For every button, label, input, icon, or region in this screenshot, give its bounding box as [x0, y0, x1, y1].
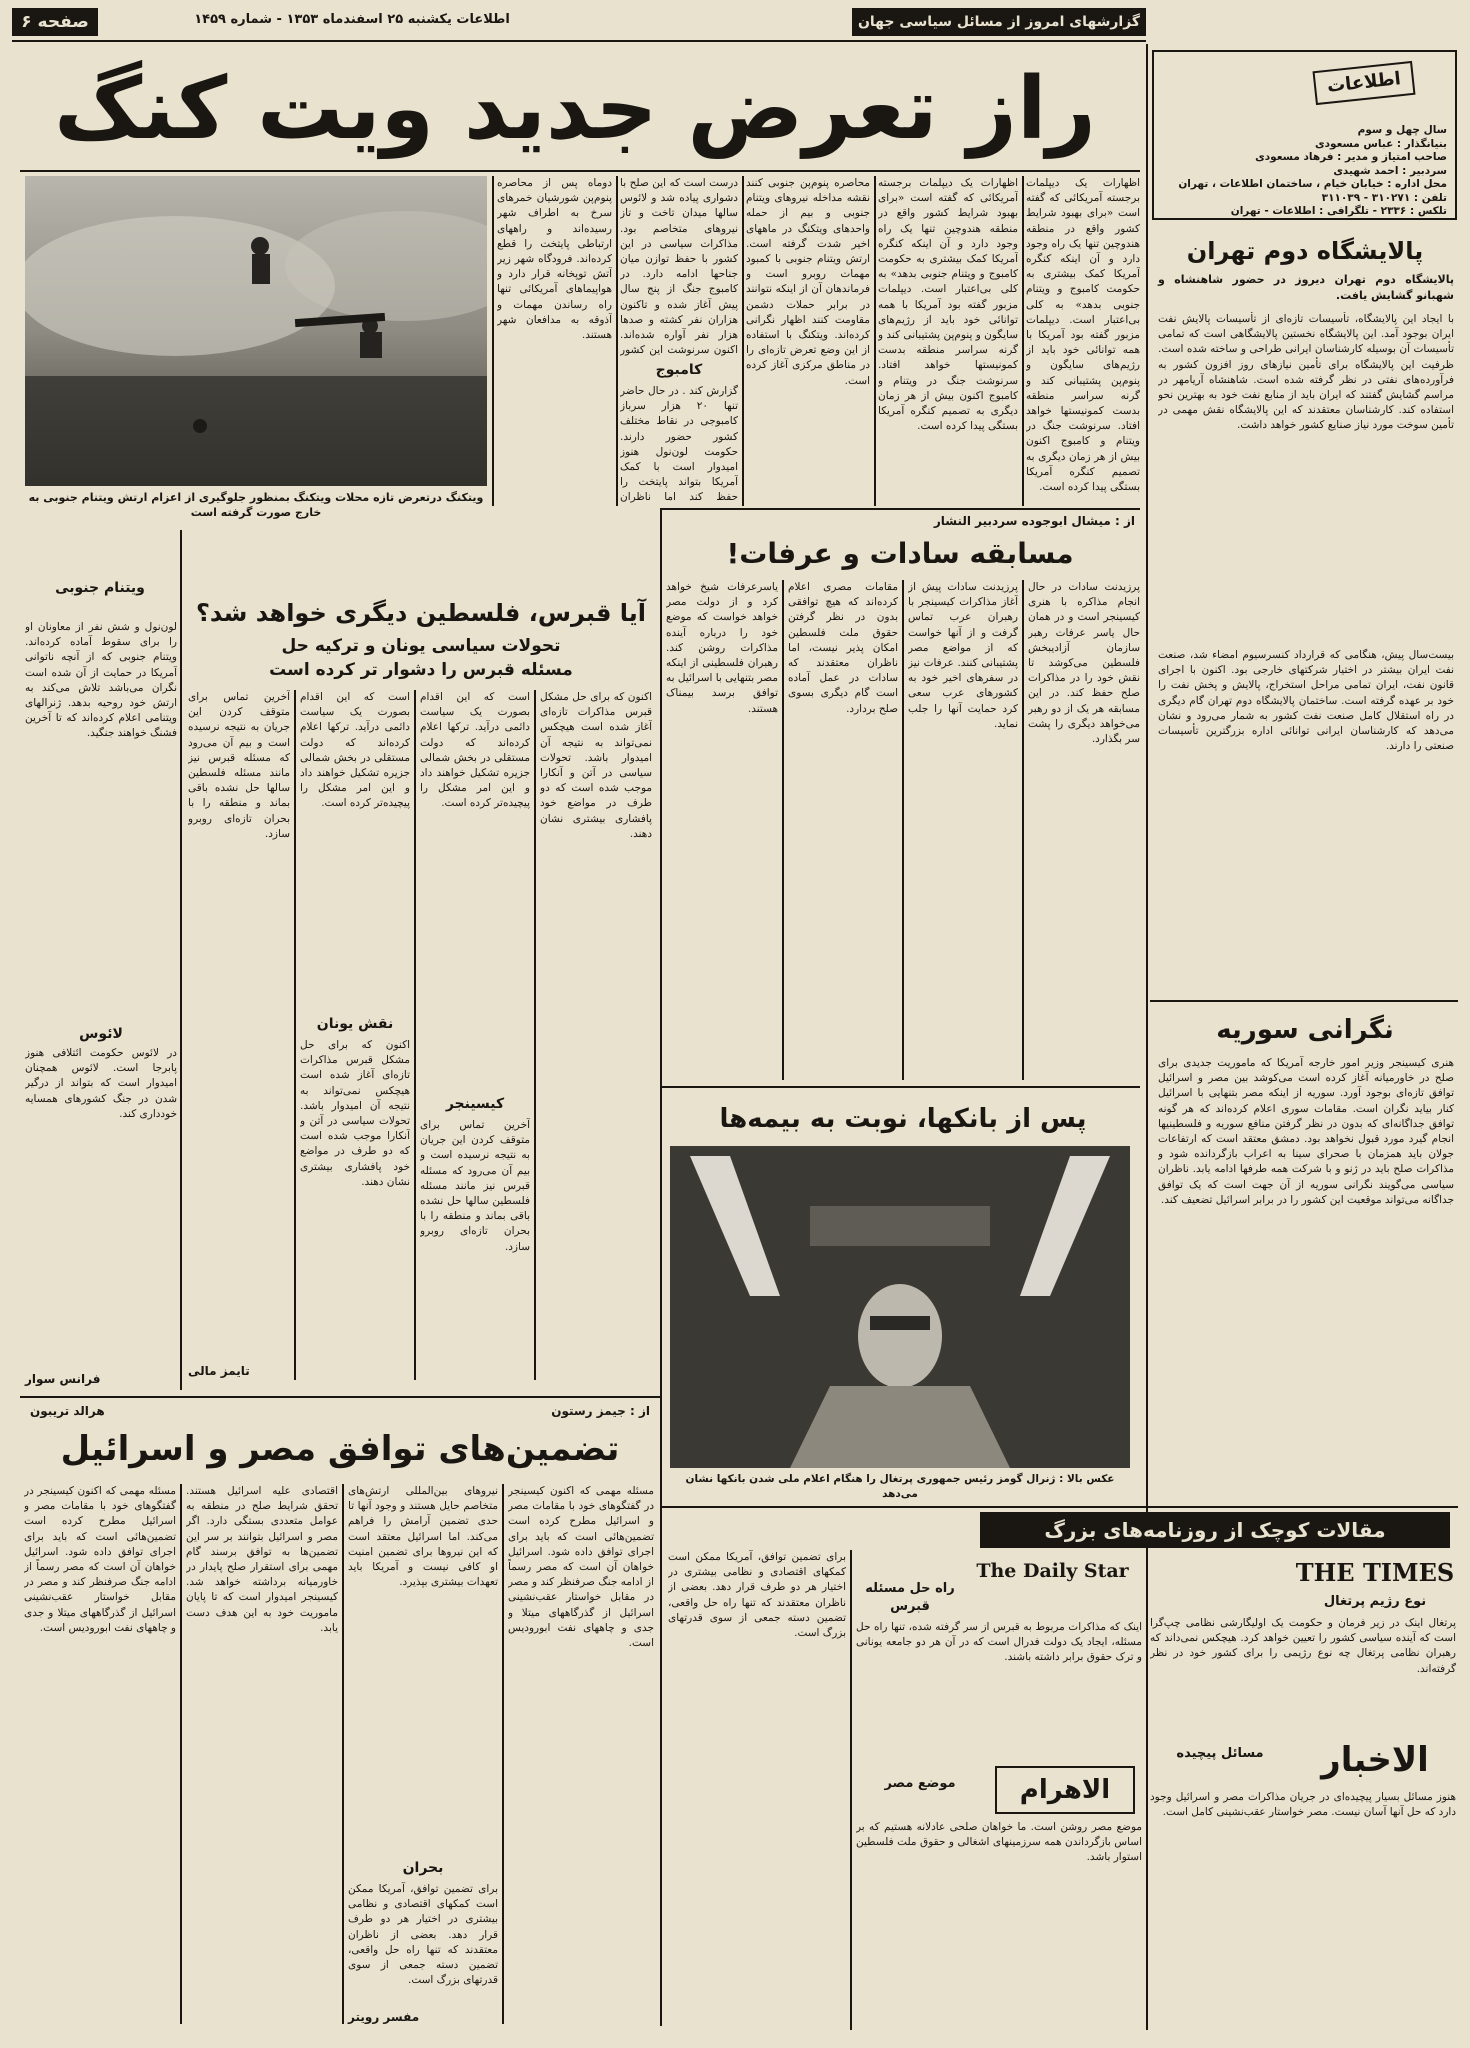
column-rule: [180, 530, 182, 1390]
masthead-line: سال چهل و سوم: [1357, 124, 1447, 136]
column-rule: [502, 1484, 504, 2024]
ahram-text: موضع مصر روشن است. ما خواهان صلحی عادلانه هستیم که بر اساس بازگرداندن همه سرزمینهای اشغالی و حقوق ملت فلسطین استوار باشد.: [856, 1821, 1142, 1864]
syria-headline: نگرانی سوریه: [1216, 1015, 1394, 1045]
column-rule: [902, 580, 904, 1080]
guarantees-author: مفسر رویتر: [348, 2010, 420, 2024]
column-rule: [616, 176, 618, 506]
cyprus-col: آخرین تماس برای متوقف کردن این جریان به نتیجه نرسیده است و بیم آن می‌رود که مسئله قبرس نیز مانند مسئله فلسطین سالها حل نشده باقی بماند و منطقه را با بحران تازه‌ای روبرو سازد.: [188, 691, 290, 840]
column-rule: [660, 508, 662, 1398]
greek-subhead: نقش یونان: [316, 1016, 394, 1032]
guarantees-col: مسئله مهمی که اکنون کیسینجر در گفتگوهای خود با مقامات مصر و اسرائیل مطرح کرده است تضمین‌هائی است که باید برای اجرای توافق داده شود. اسرائیل خواهان آن است که مصر رسماً از ادامه جنگ صرفنظر کند و مصر در مقابل خواستار عقب‌نشینی اسرائیل از گذرگاههای میتلا و جدی و چاههای نفت ابورودیس است.: [508, 1485, 654, 1650]
masthead-line: تلکس : ۲۳۳۶ - تلگرافی : اطلاعات - تهران: [1230, 205, 1447, 217]
combat-photo: [25, 176, 487, 486]
cyprus-subhead: مسئله قبرس را دشوار تر کرده است: [269, 660, 573, 680]
cyprus-author: تایمز مالی: [188, 1364, 250, 1378]
main-story-col: محاصره پنوم‌پن جنوبی کنند نقشه مداخله نیروهای ویتنام جنوبی و بیم از حمله واحدهای ویتکنگ در ماههای اخیر شدت گرفته است. ارتش ویتنام جنوبی با کمبود مهمات روبرو است و فرماندهان آن از اینکه نتوانند در برابر حملات دشمن مقاومت کنند اظهار نگرانی کرده‌اند. ویتکنگ با استفاده از این وضع تعرض تازه‌ای را در مناطق مرکزی آغاز کرده است.: [746, 177, 870, 387]
guarantees-col: برای تضمین توافق، آمریکا ممکن است کمکهای اقتصادی و نظامی بیشتری در اختیار هر دو طرف قرار دهد. بعضی از ناظران معتقدند که تنها راه حل واقعی، تضمین دسته جمعی از سوی قدرتهای بزرگ است.: [348, 1883, 498, 1987]
combat-photo-caption: ویتکنگ درتعرض تازه محلات ویتکنگ بمنظور جلوگیری از اعزام ارتش ویتنام جنوبی به خارج صورت گرفته است: [28, 491, 484, 519]
gomez-photo-image: [670, 1146, 1130, 1468]
column-rule: [874, 176, 876, 506]
top-header: [12, 8, 1146, 36]
section-rule: [20, 1396, 660, 1398]
masthead-line: تلفن : ۳۱۰۲۷۱ - ۳۱۱۰۳۹: [1321, 191, 1447, 204]
column-rule: [850, 1550, 852, 2030]
syria-text: هنری کیسینجر وزیر امور خارجه آمریکا که ماموریت جدیدی برای صلح در خاورمیانه آغاز کرده است می‌کوشد بین مصر و اسرائیل توافق تازه‌ای بوجود آورد. سوریه از اینکه مصر بتنهایی با اسرائیل کنار بیاید نگران است. مقامات سوری اعلام کرده‌اند که هر گونه توافق جداگانه‌ای که بدون در نظر گرفتن منافع سوریه و فلسطینیها انجام گیرد مورد قبول نخواهد بود. دمشق معتقد است که ارتفاعات جولان باید همزمان با صحرای سینا به اعراب بازگردانده شود و مذاکرات صلح باید در ژنو و با شرکت همه طرفها ادامه یابد. ناظران سیاسی می‌گویند نگرانی سوریه از آن جهت است که یک توافق جداگانه می‌تواند موقعیت این کشور را در برابر اسرائیل تضعیف کند.: [1158, 1057, 1454, 1206]
ahram-title: موضع مصر: [884, 1776, 956, 1791]
refinery-text2: بیست‌سال پیش، هنگامی که قرارداد کنسرسیوم امضاء شد، صنعت نفت ایران بیشتر در اختیار شرکتهای خارجی بود. اکنون با اجرای قانون نفت، ایران تمامی مراحل استخراج، پالایش و پخش نفت را خود بر عهده گرفته است. ساختمان پالایشگاه دوم تهران گام دیگری در راه استقلال کامل صنعت نفت کشور به شمار می‌رود و نشان می‌دهد که کارشناسان ایرانی توانائی اداره بزرگترین تأسیسات صنعتی را دارند.: [1158, 649, 1454, 753]
column-rule: [492, 176, 494, 506]
gomez-photo-caption: عکس بالا : ژنرال گومز رئیس جمهوری پرتغال را هنگام اعلام ملی شدن بانکها نشان می‌دهد: [685, 1473, 1115, 1500]
cyprus-col: اکنون که برای حل مشکل قبرس مذاکرات تازه‌ای آغاز شده است هیچکس نمی‌تواند به نتیجه آن امیدوار باشد. تحولات سیاسی در آتن و آنکارا موجب شده است که دو طرف در مواضع خود پافشاری بیشتری نشان دهند.: [300, 1039, 410, 1188]
main-story-col: اظهارات یک دیپلمات برجسته آمریکائی که گفته است «برای بهبود شرایط کشور واقع در منطقه هندوچین تنها یک راه وجود دارد و آن اینکه کنگره آمریکا کمک بیشتری به حکومت کامبوج و ویتنام جنوبی بدهد» به کلی بی‌اعتبار است. دیپلمات مزبور گفته بود آمریکا با همه توانائی خود باید از رژیم‌های سایگون و پنوم‌پن پشتیبانی کند و گرنه سراسر منطقه بدست کمونیستها خواهد افتاد. سرنوشت جنگ در ویتنام و کامبوج اکنون بیش از هر زمان دیگری به تصمیم کنگره آمریکا بستگی پیدا کرده است.: [878, 177, 1018, 433]
headline-rule: [20, 170, 1140, 172]
cyprus-col: اکنون که برای حل مشکل قبرس مذاکرات تازه‌ای آغاز شده است هیچکس نمی‌تواند به نتیجه آن امیدوار باشد. تحولات سیاسی در آتن و آنکارا موجب شده است که دو طرف در مواضع خود پافشاری بیشتری نشان دهند.: [540, 691, 652, 840]
cyprus-subhead: تحولات سیاسی یونان و ترکیه حل: [281, 636, 561, 656]
dailystar-logo: The Daily Star: [976, 1560, 1129, 1582]
column-rule: [414, 690, 416, 1380]
column-rule: [782, 580, 784, 1080]
akhbar-logo: الاخبار: [1321, 1740, 1429, 1780]
column-rule: [294, 690, 296, 1380]
akhbar-text: هنوز مسائل بسیار پیچیده‌ای در جریان مذاکرات مصر و اسرائیل وجود دارد که حل آنها آسان نیست. مصر خواستار عقب‌نشینی کامل است.: [1150, 1791, 1456, 1819]
cyprus-headline: آیا قبرس، فلسطین دیگری خواهد شد؟: [195, 599, 647, 627]
sadat-col: پرزیدنت سادات در حال انجام مذاکره با هنری کیسینجر است و در همان حال یاسر عرفات رهبر سازمان آزادیبخش فلسطین می‌کوشد تا نقش خود را در مذاکرات صلح حفظ کند. در این مسابقه هر یک از دو رهبر می‌خواهد دیگری را پشت سر بگذارد.: [1028, 581, 1140, 746]
column-rule: [1022, 176, 1024, 506]
page-label: صفحه ۶: [12, 8, 98, 36]
main-story-col: اظهارات یک دیپلمات برجسته آمریکائی که گفته است «برای بهبود شرایط کشور واقع در منطقه هندوچین تنها یک راه وجود دارد و آن اینکه کنگره آمریکا کمک بیشتری به حکومت کامبوج و ویتنام جنوبی بدهد» به کلی بی‌اعتبار است. دیپلمات مزبور گفته بود آمریکا با همه توانائی خود باید از رژیم‌های سایگون و پنوم‌پن پشتیبانی کند و گرنه سراسر منطقه بدست کمونیستها خواهد افتاد. سرنوشت جنگ در ویتنام و کامبوج اکنون بیش از هر زمان دیگری به تصمیم کنگره آمریکا بستگی پیدا کرده است.: [1026, 177, 1140, 494]
column-rule: [742, 176, 744, 506]
times-text: پرتغال اینک در زیر فرمان و حکومت یک اولیگارشی نظامی چپ‌گرا است که آینده سیاسی کشور را تعیین خواهد کرد. هیچکس نمی‌داند که رهبران نظامی پرتغال چه نوع رژیمی را برای کشور خود در نظر گرفته‌اند.: [1150, 1617, 1456, 1675]
masthead-line: صاحب امتیاز و مدیر : فرهاد مسعودی: [1255, 151, 1447, 163]
cyprus-col: است که این اقدام بصورت یک سیاست دائمی درآید. ترکها اعلام کرده‌اند که دولت مستقلی در بخش شمالی جزیره تشکیل خواهند داد و این امر مشکل را پیچیده‌تر کرده است.: [420, 691, 530, 810]
masthead-line: محل اداره : خیابان خیام ، ساختمان اطلاعات ، تهران: [1178, 178, 1447, 190]
refinery-headline: پالایشگاه دوم تهران: [1186, 237, 1424, 265]
sadat-byline: از : میشال ابوجوده سردبیر النشار: [933, 514, 1135, 528]
section-rule: [662, 508, 1140, 510]
combat-photo-image: [25, 176, 487, 486]
vietnam-col-text: لون‌نول و شش نفر از معاونان او را برای سقوط آماده کرده‌اند. ویتنام جنوبی که از آنچه ناتوانی آمریکا در حمایت از آن شده است نگران می‌باشد تلاش می‌کند به ارتش خود روحیه بدهد. ژنرالهای ویتنامی اعلام کرده‌اند که تا آخرین فشنگ خواهند جنگید.: [25, 621, 177, 740]
header-rule: [12, 40, 1146, 42]
masthead-box: [1152, 50, 1457, 220]
guarantees-col: اقتصادی علیه اسرائیل هستند. تحقق شرایط صلح در منطقه به عوامل متعددی بستگی دارد. اگر مصر و اسرائیل بتوانند بر سر این تضمین‌ها به توافق برسند گام مهمی برای استقرار صلح پایدار در خاورمیانه برداشته خواهد شد. کیسینجر امیدوار است که تا پایان ماموریت خود به این هدف دست یابد.: [186, 1485, 338, 1634]
guarantees-headline: تضمین‌های توافق مصر و اسرائیل: [60, 1429, 620, 1469]
laos-subhead: لائوس: [79, 1026, 123, 1042]
main-story-col: گزارش کند . در حال حاضر تنها ۲۰ هزار سرباز کامبوجی در نقاط مختلف کشور حضور دارند. حکومت لون‌نول هنوز امیدوار است با کمک آمریکا بتواند پایتخت را حفظ کند اما ناظران: [620, 385, 738, 504]
crisis-subhead: بحران: [402, 1860, 444, 1876]
ahram-logo: الاهرام: [995, 1766, 1135, 1814]
times-logo: THE TIMES: [1295, 1558, 1455, 1587]
main-story-col: درست است که این صلح با دشواری پیاده شد و لائوس سالها میدان تاخت و تاز نیروهای متخاصم بود. مذاکرات سیاسی در این کشور با حفظ توازن میان جناحها ادامه دارد. در کامبوج جنگ از پنج سال پیش آغاز شده و تاکنون هزاران نفر کشته و صدها هزار نفر آواره شده‌اند. اکنون سرنوشت این کشور: [620, 177, 738, 356]
guarantees-byline: از : جیمز رستون: [551, 1404, 650, 1418]
column-rule: [1022, 580, 1024, 1080]
column-rule: [180, 1484, 182, 2024]
laos-text: در لائوس حکومت ائتلافی هنوز پابرجا است. لائوس همچنان امیدوار است که بتواند از درگیر شدن در جنگ کشورهای همسایه خودداری کند.: [25, 1047, 177, 1120]
guarantees-col: نیروهای بین‌المللی ارتش‌های متخاصم حایل هستند و وجود آنها تا حدی تضمین آرامش را فراهم می‌کند. اما اسرائیل معتقد است که این نیروها برای تضمین امنیت او کافی نیست و آمریکا باید تعهدات بیشتری بپذیرد.: [348, 1485, 498, 1589]
refinery-intro: پالایشگاه دوم تهران دیروز در حضور شاهنشاه و شهبانو گشایش یافت.: [1158, 273, 1454, 302]
guarantees-source: هرالد تریبون: [30, 1404, 105, 1418]
column-rule: [1146, 1550, 1148, 2030]
column-rule: [660, 1396, 662, 2026]
sadat-col: یاسرعرفات شیخ خواهد کرد و از دولت مصر خواهد خواست که موضع خود را درباره آینده مذاکرات روشن کند. رهبران فلسطینی از اینکه مصر بتنهایی با اسرائیل به توافق برسد بیمناک هستند.: [666, 581, 778, 715]
masthead-lines: [1162, 124, 1447, 219]
section-banner: گزارشهای امروز از مسائل سیاسی جهان: [852, 8, 1146, 36]
sadat-col: پرزیدنت سادات پیش از آغاز مذاکرات کیسینجر با رهبران عرب تماس گرفت و از آنها خواست که از مواضع مصر پشتیبانی کنند. عرفات نیز در سفرهای اخیر خود به کشورهای عرب سعی کرد حمایت آنها را جلب نماید.: [908, 581, 1018, 730]
akhbar-title: مسائل پیچیده: [1176, 1746, 1264, 1761]
guarantees-col: مسئله مهمی که اکنون کیسینجر در گفتگوهای خود با مقامات مصر و اسرائیل مطرح کرده است تضمین‌هائی است که باید برای اجرای توافق داده شود. اسرائیل خواهان آن است که مصر رسماً از ادامه جنگ صرفنظر کند و مصر در مقابل خواستار عقب‌نشینی اسرائیل از گذرگاههای میتلا و جدی و چاههای نفت ابورودیس است.: [24, 1485, 176, 1634]
small-articles-heading: مقالات کوچک از روزنامه‌های بزرگ: [980, 1512, 1450, 1548]
column-rule: [534, 690, 536, 1380]
kamboj-subhead: کامبوج: [655, 362, 703, 378]
section-rule: [662, 1086, 1140, 1088]
section-rule: [662, 1506, 1458, 1508]
vietnam-col-title: ویتنام جنوبی: [55, 580, 145, 596]
dailystar-title: راه حل مسئله قبرس: [865, 1581, 955, 1614]
sadat-col: مقامات مصری اعلام کرده‌اند که هیچ توافقی بدون در نظر گرفتن حقوق ملت فلسطین امکان پذیر نیست، اما ناظران معتقدند که سادات در عمل آماده است گام دیگری بسوی صلح بردارد.: [788, 581, 898, 715]
kissinger-subhead: کیسینجر: [445, 1096, 505, 1112]
vietnam-author: فرانس سوار: [25, 1372, 101, 1386]
gomez-photo: [670, 1146, 1130, 1468]
cyprus-col: آخرین تماس برای متوقف کردن این جریان به نتیجه نرسیده است و بیم آن می‌رود که مسئله قبرس نیز مانند مسئله فلسطین سالها حل نشده باقی بماند و منطقه را با بحران تازه‌ای روبرو سازد.: [420, 1119, 530, 1253]
section-rule: [1150, 1000, 1458, 1002]
dateline: اطلاعات یکشنبه ۲۵ اسفندماه ۱۳۵۳ - شماره ۱۴۵۹: [194, 12, 510, 27]
column-rule: [342, 1484, 344, 2024]
masthead-logo: اطلاعات: [1312, 61, 1415, 105]
times-title: نوع رژیم پرتغال: [1323, 1594, 1427, 1609]
banks-headline: پس از بانکها، نوبت به بیمه‌ها: [719, 1104, 1087, 1134]
sadat-headline: مسابقه سادات و عرفات!: [726, 537, 1074, 570]
main-story-col: دوماه پس از محاصره پنوم‌پن شورشیان خمرهای سرخ به اطراف شهر رسیده‌اند و راههای ارتباطی پایتخت را قطع کرده‌اند. فرودگاه شهر زیر آتش توپخانه قرار دارد و هواپیماهای آمریکائی تنها راه رساندن مهمات و آذوقه به مدافعان شهر هستند.: [497, 177, 612, 342]
refinery-text: با ایجاد این پالایشگاه، تأسیسات تازه‌ای از تأسیسات پالایش نفت ایران بوجود آمد. این پالایشگاه نخستین پالایشگاهی است که تمامی تأسیسات آن بوسیله کارشناسان ایرانی طراحی و ساخته شده است. ظرفیت این پالایشگاه برای تأمین نیازهای روز افزون کشور به فرآورده‌های نفتی در نظر گرفته شده است. شاهنشاه آریامهر در مراسم گشایش گفتند که ایران باید از منابع نفت خود به بهترین نحو استفاده کند. کارشناسان معتقدند که این پالایشگاه نقش مهمی در تأمین سوخت مورد نیاز صنایع کشور خواهد داشت.: [1158, 313, 1454, 432]
masthead-line: بنیانگذار : عباس مسعودی: [1315, 137, 1447, 150]
cyprus-col: است که این اقدام بصورت یک سیاست دائمی درآید. ترکها اعلام کرده‌اند که دولت مستقلی در بخش شمالی جزیره تشکیل خواهند داد و این امر مشکل را پیچیده‌تر کرده است.: [300, 691, 410, 810]
masthead-line: سردبیر : احمد شهیدی: [1333, 164, 1447, 177]
dailystar-text: اینک که مذاکرات مربوط به قبرس از سر گرفته شده، تنها راه حل مسئله، ایجاد یک دولت فدرال است که در آن هر دو جامعه یونانی و ترک حقوق برابر داشته باشند.: [856, 1621, 1142, 1664]
guarantee-continued: برای تضمین توافق، آمریکا ممکن است کمکهای اقتصادی و نظامی بیشتری در اختیار هر دو طرف قرار دهد. بعضی از ناظران معتقدند که تنها راه حل واقعی، تضمین دسته جمعی از سوی قدرتهای بزرگ است.: [668, 1551, 846, 1640]
main-headline: راز تعرض جدید ویت کنگ: [54, 59, 1096, 159]
